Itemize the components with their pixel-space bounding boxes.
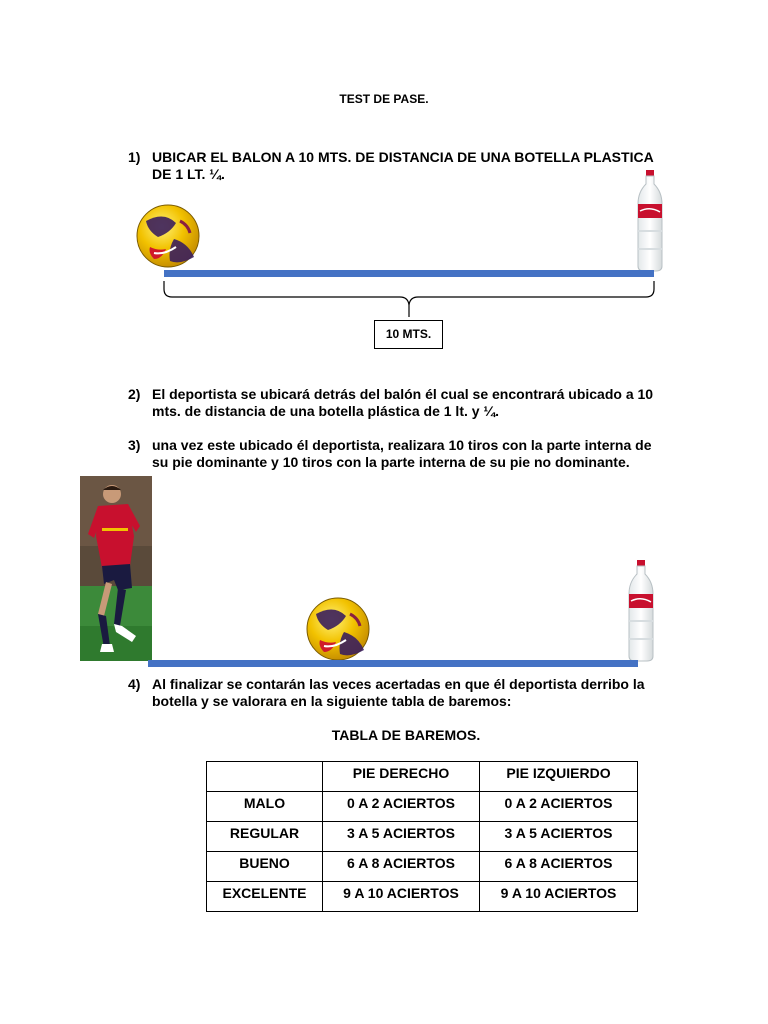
step-3 — [128, 437, 658, 471]
step-number: 3) — [128, 437, 141, 453]
table-header-row — [207, 762, 638, 792]
page-title: TEST DE PASE. — [339, 92, 429, 106]
table-header-cell: PIE DERECHO — [323, 762, 480, 792]
table-cell: 0 A 2 ACIERTOS — [480, 792, 638, 822]
step-number: 2) — [128, 386, 141, 402]
table-cell: EXCELENTE — [207, 882, 323, 912]
step-4 — [128, 676, 658, 710]
step-text: una vez este ubicado él deportista, realizara 10 tiros con la parte interna de su pie dominante y 10 tiros con la parte interna de su pie no dominante. — [152, 437, 652, 470]
table-row — [207, 822, 638, 852]
step-text: El deportista se ubicará detrás del balón él cual se encontrará ubicado a 10 mts. de distancia de una botella plástica de 1 lt. y ¼. — [152, 386, 654, 419]
table-header-cell — [207, 762, 323, 792]
table-cell: 6 A 8 ACIERTOS — [323, 852, 480, 882]
table-cell: 3 A 5 ACIERTOS — [323, 822, 480, 852]
table-title: TABLA DE BAREMOS. — [331, 727, 481, 743]
field-line — [148, 660, 638, 667]
table-cell: 9 A 10 ACIERTOS — [323, 882, 480, 912]
table-cell: MALO — [207, 792, 323, 822]
step-number: 1) — [128, 149, 141, 165]
plastic-bottle-icon — [636, 170, 664, 272]
step-number: 4) — [128, 676, 141, 692]
step-1 — [128, 149, 658, 183]
plastic-bottle-icon — [626, 560, 656, 662]
soccer-ball-icon — [136, 203, 200, 269]
table-header-cell: PIE IZQUIERDO — [480, 762, 638, 792]
player-photo — [80, 476, 152, 661]
step-text: UBICAR EL BALON A 10 MTS. DE DISTANCIA DE UNA BOTELLA PLASTICA DE 1 LT. ¼. — [152, 149, 654, 182]
table-cell: REGULAR — [207, 822, 323, 852]
step-text: Al finalizar se contarán las veces acertadas en que él deportista derribo la botella y se valorara en la siguiente tabla de baremos: — [152, 676, 645, 709]
table-row — [207, 792, 638, 822]
table-cell: 0 A 2 ACIERTOS — [323, 792, 480, 822]
soccer-ball-icon — [306, 596, 370, 662]
table-cell: 3 A 5 ACIERTOS — [480, 822, 638, 852]
table-cell: 9 A 10 ACIERTOS — [480, 882, 638, 912]
table-cell: BUENO — [207, 852, 323, 882]
step-2 — [128, 386, 658, 420]
table-row — [207, 852, 638, 882]
distance-brace — [160, 279, 658, 319]
baremos-table — [206, 761, 638, 912]
distance-label: 10 MTS. — [374, 320, 443, 349]
table-row — [207, 882, 638, 912]
distance-line — [164, 270, 654, 277]
table-cell: 6 A 8 ACIERTOS — [480, 852, 638, 882]
